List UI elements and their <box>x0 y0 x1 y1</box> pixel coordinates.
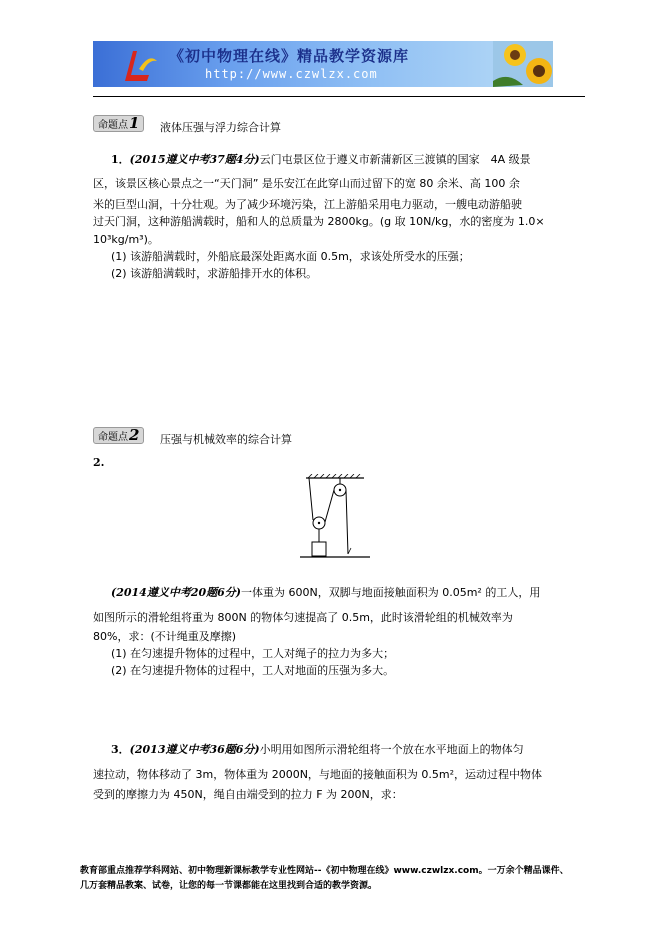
q1-sub-question-2: (2) 该游船满载时，求游船排开水的体积。 <box>111 267 318 280</box>
q1-first-line <box>111 151 531 167</box>
badge-label: 命题点 <box>98 120 128 131</box>
q2-text-line-2: 如图所示的滑轮组将重为 800N 的物体匀速提高了 0.5m，此时该滑轮组的机械效率为 <box>93 611 513 624</box>
q1-text-line-3: 米的巨型山洞，十分壮观。为了减少环境污染，江上游船采用电力驱动，一艘电动游船驶 <box>93 198 522 211</box>
q2-number: 2. <box>93 456 105 469</box>
header-banner <box>93 41 553 87</box>
q1-text-line-1: 云门屯景区位于遵义市新蒲新区三渡镇的国家 4A 级景 <box>259 153 531 166</box>
q1-text-line-4: 过天门洞，这种游船满载时，船和人的总质量为 2800kg。(g 取 10N/kg，水的密度为 1.0× <box>93 215 545 228</box>
footer-line-1: 教育部重点推荐学科网站、初中物理新课标教学专业性网站--《初中物理在线》www.czwlzx.com。一万余个精品课件、 <box>80 866 569 876</box>
q2-source: (2014遵义中考20题6分) <box>111 586 241 599</box>
q1-sub-question-1: (1) 该游船满载时，外船底最深处距离水面 0.5m，求该处所受水的压强； <box>111 250 470 263</box>
q2-sub-question-2: (2) 在匀速提升物体的过程中，工人对地面的压强为多大。 <box>111 664 395 677</box>
q3-text-line-3: 受到的摩擦力为 450N，绳自由端受到的拉力 F 为 200N，求： <box>93 788 403 801</box>
section-title-1: 液体压强与浮力综合计算 <box>160 121 281 134</box>
section-title-2: 压强与机械效率的综合计算 <box>160 433 292 446</box>
banner-title: 《初中物理在线》精品教学资源库 <box>169 47 410 65</box>
badge-number: 1 <box>129 114 140 132</box>
banner-url: http://www.czwlzx.com <box>205 67 378 81</box>
q3-text-line-2: 速拉动，物体移动了 3m，物体重为 2000N，与地面的接触面积为 0.5m²，运动过程中物体 <box>93 768 543 781</box>
q2-first-line <box>111 584 540 600</box>
section-badge-1 <box>93 115 144 132</box>
q2-sub-question-1: (1) 在匀速提升物体的过程中，工人对绳子的拉力为多大； <box>111 647 395 660</box>
badge-label: 命题点 <box>98 432 128 443</box>
q1-number: 1． <box>111 153 130 166</box>
sunflower-image <box>493 41 553 87</box>
q3-text-line-1: 小明用如图所示滑轮组将一个放在水平地面上的物体匀 <box>259 743 524 756</box>
q2-text-line-3: 80%，求：(不计绳重及摩擦) <box>93 630 237 643</box>
q1-source: (2015遵义中考37题4分) <box>129 153 260 166</box>
q3-source: (2013遵义中考36题6分) <box>129 743 260 756</box>
section-badge-2 <box>93 427 144 444</box>
q1-text-line-5: 10³kg/m³)。 <box>93 233 159 246</box>
page-footer <box>80 864 600 894</box>
site-logo <box>119 47 159 83</box>
pulley-system-diagram <box>296 474 374 568</box>
footer-line-2: 几万套精品教案、试卷，让您的每一节课都能在这里找到合适的教学资源。 <box>80 881 378 891</box>
q3-first-line <box>111 741 524 757</box>
q3-number: 3． <box>111 743 130 756</box>
q2-text-line-1: 一体重为 600N，双脚与地面接触面积为 0.05m² 的工人，用 <box>241 586 541 599</box>
badge-number: 2 <box>129 426 140 444</box>
q1-text-line-2: 区，该景区核心景点之一“天门洞” 是乐安江在此穿山而过留下的宽 80 余米、高 100 余 <box>93 177 520 190</box>
header-divider <box>93 96 585 97</box>
